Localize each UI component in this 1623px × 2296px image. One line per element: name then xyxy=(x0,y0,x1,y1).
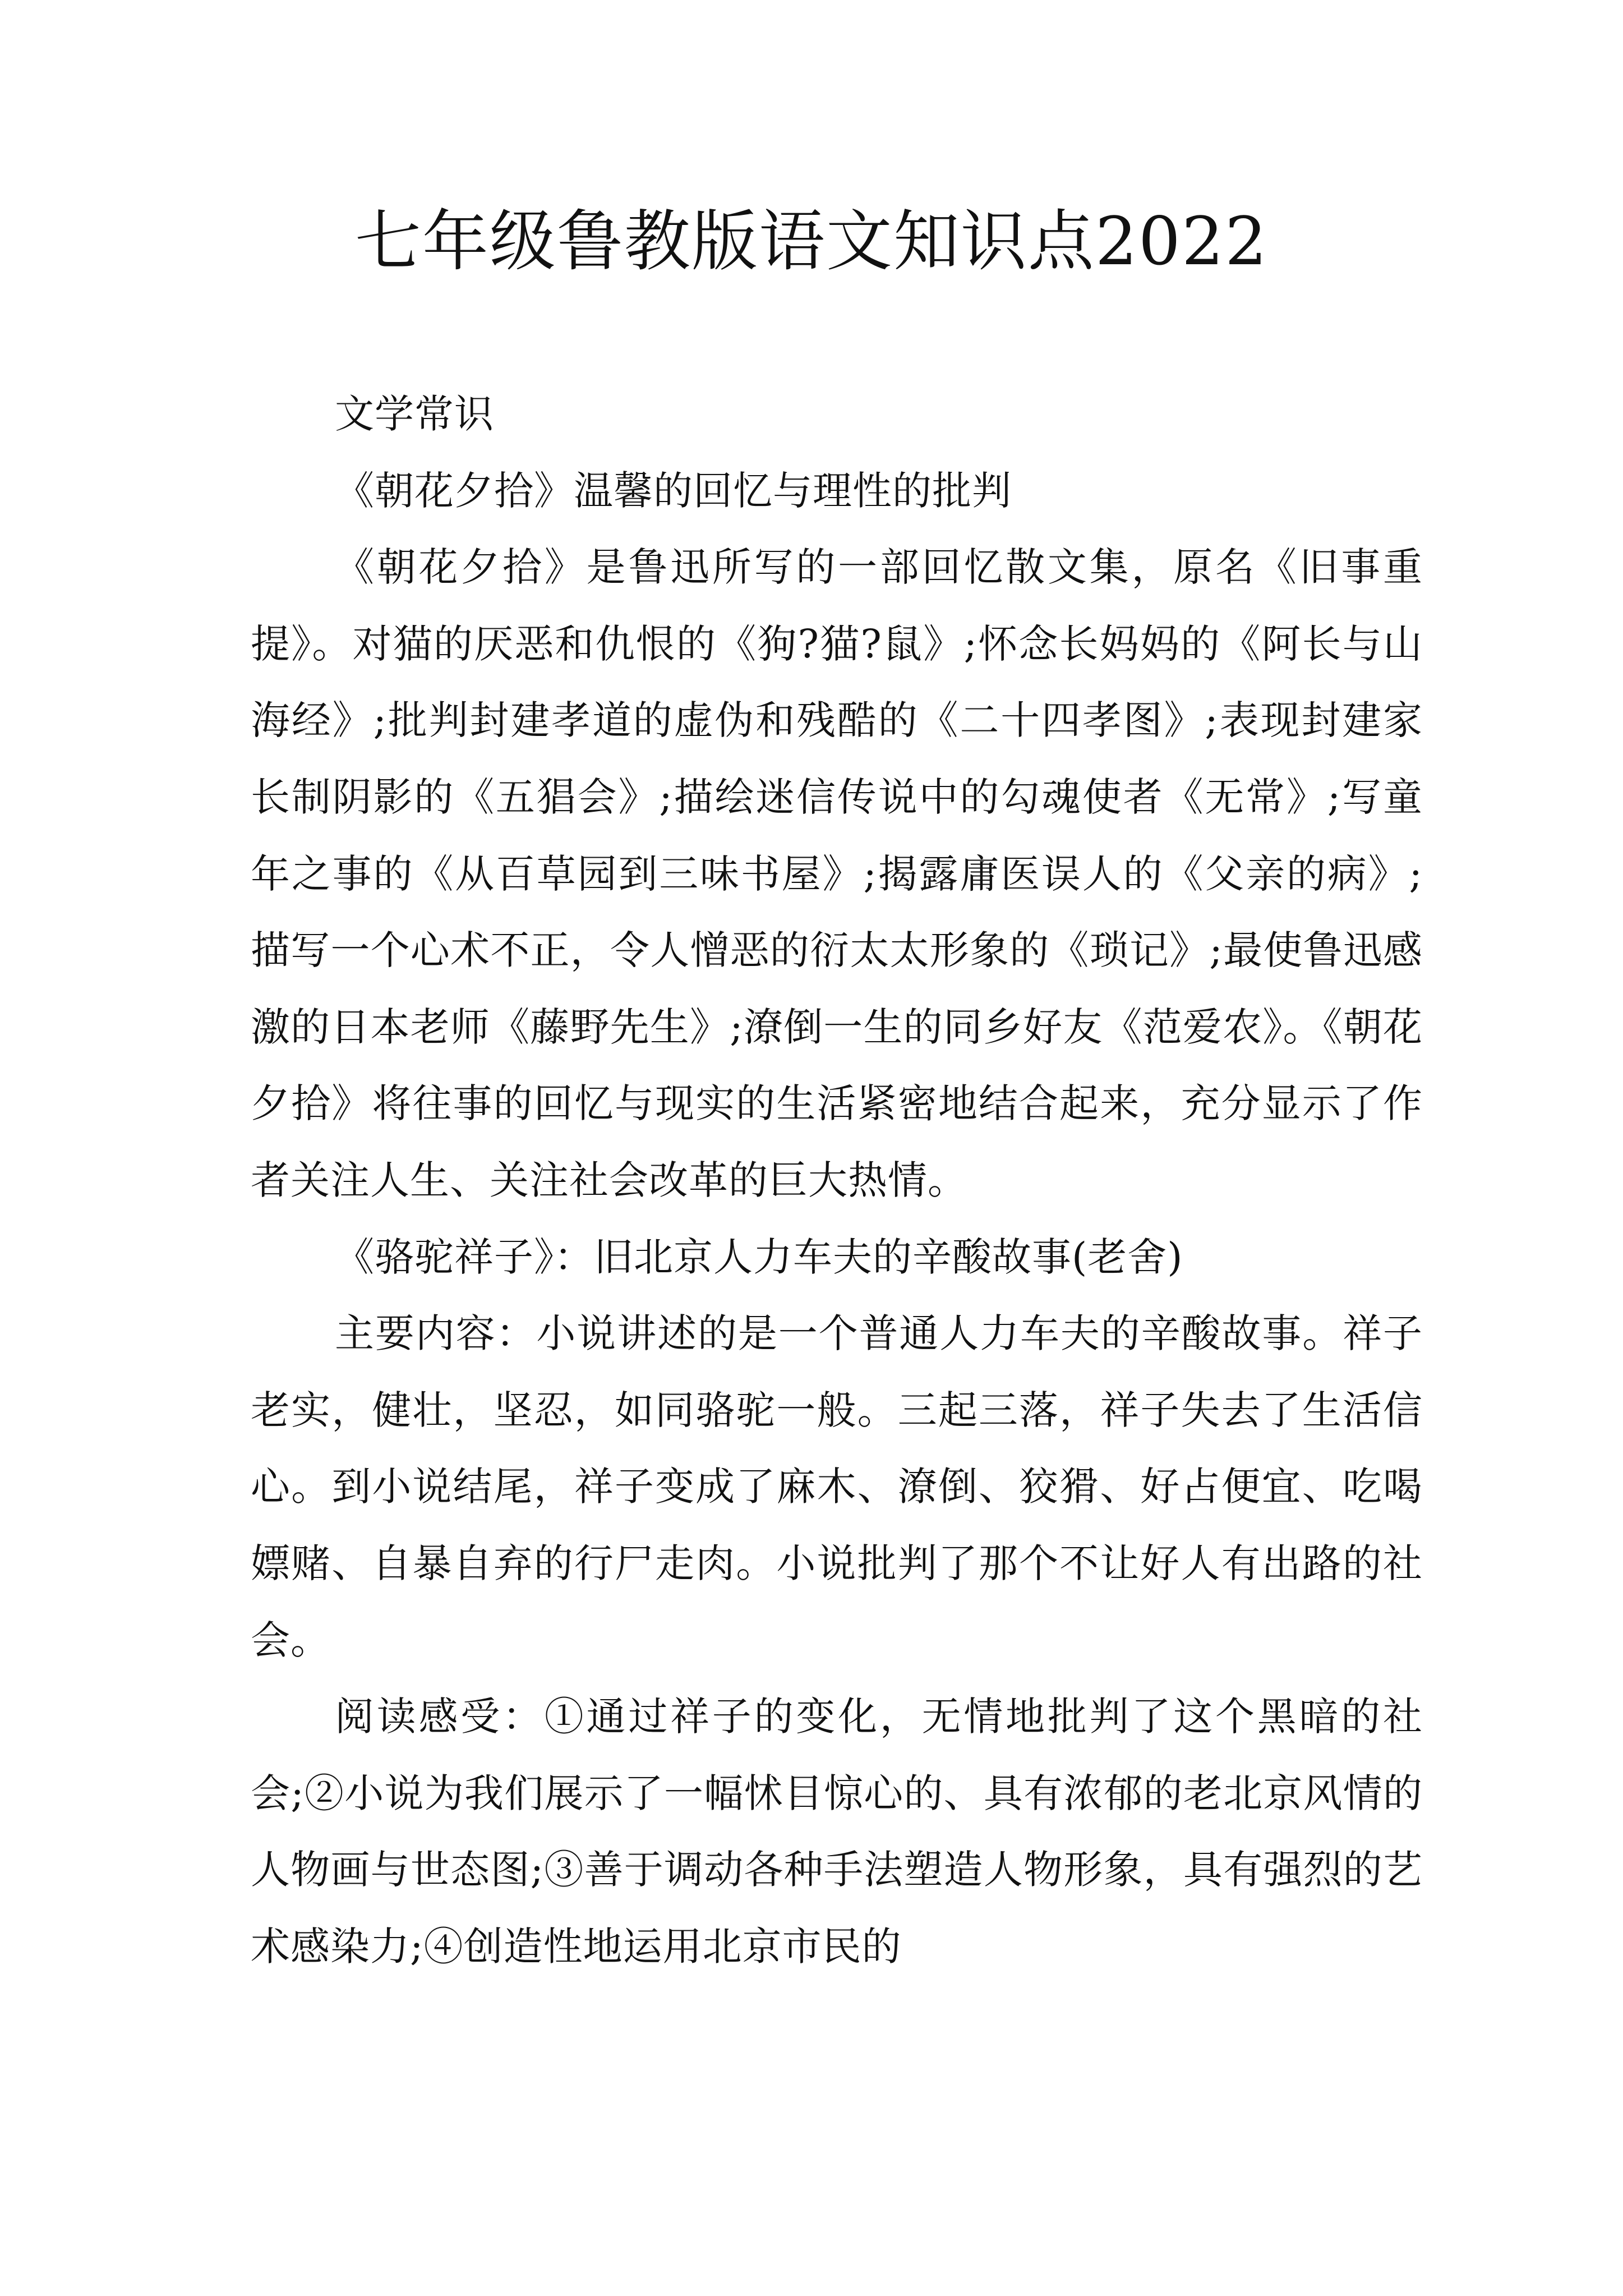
body-paragraph: 主要内容：小说讲述的是一个普通人力车夫的辛酸故事。祥子老实，健壮，坚忍，如同骆驼一般。三起三落，祥子失去了生活信心。到小说结尾，祥子变成了麻木、潦倒、狡猾、好占便宜、吃喝嫖赌、自暴自弃的行尸走肉。小说批判了那个不让好人有出路的社会。 xyxy=(251,1310,1423,1663)
document-body xyxy=(251,376,1423,1985)
subsection-heading: 《骆驼祥子》：旧北京人力车夫的辛酸故事(老舍) xyxy=(335,1234,1183,1280)
section-heading: 文学常识 xyxy=(335,391,494,437)
body-paragraph: 《朝花夕拾》是鲁迅所写的一部回忆散文集，原名《旧事重提》。对猫的厌恶和仇恨的《狗?猫?鼠》;怀念长妈妈的《阿长与山海经》;批判封建孝道的虚伪和残酷的《二十四孝图》;表现封建家长制阴影的《五猖会》;描绘迷信传说中的勾魂使者《无常》;写童年之事的《从百草园到三味书屋》;揭露庸医误人的《父亲的病》;描写一个心术不正，令人憎恶的衍太太形象的《琐记》;最使鲁迅感激的日本老师《藤野先生》;潦倒一生的同乡好友《范爱农》。《朝花夕拾》将往事的回忆与现实的生活紧密地结合起来，充分显示了作者关注人生、关注社会改革的巨大热情。 xyxy=(251,544,1423,1203)
body-paragraph: 阅读感受：①通过祥子的变化，无情地批判了这个黑暗的社会;②小说为我们展示了一幅怵目惊心的、具有浓郁的老北京风情的人物画与世态图;③善于调动各种手法塑造人物形象，具有强烈的艺术感染力;④创造性地运用北京市民的 xyxy=(251,1694,1423,1970)
document-title: 七年级鲁教版语文知识点2022 xyxy=(354,203,1269,280)
subsection-heading: 《朝花夕拾》温馨的回忆与理性的批判 xyxy=(335,467,1012,514)
